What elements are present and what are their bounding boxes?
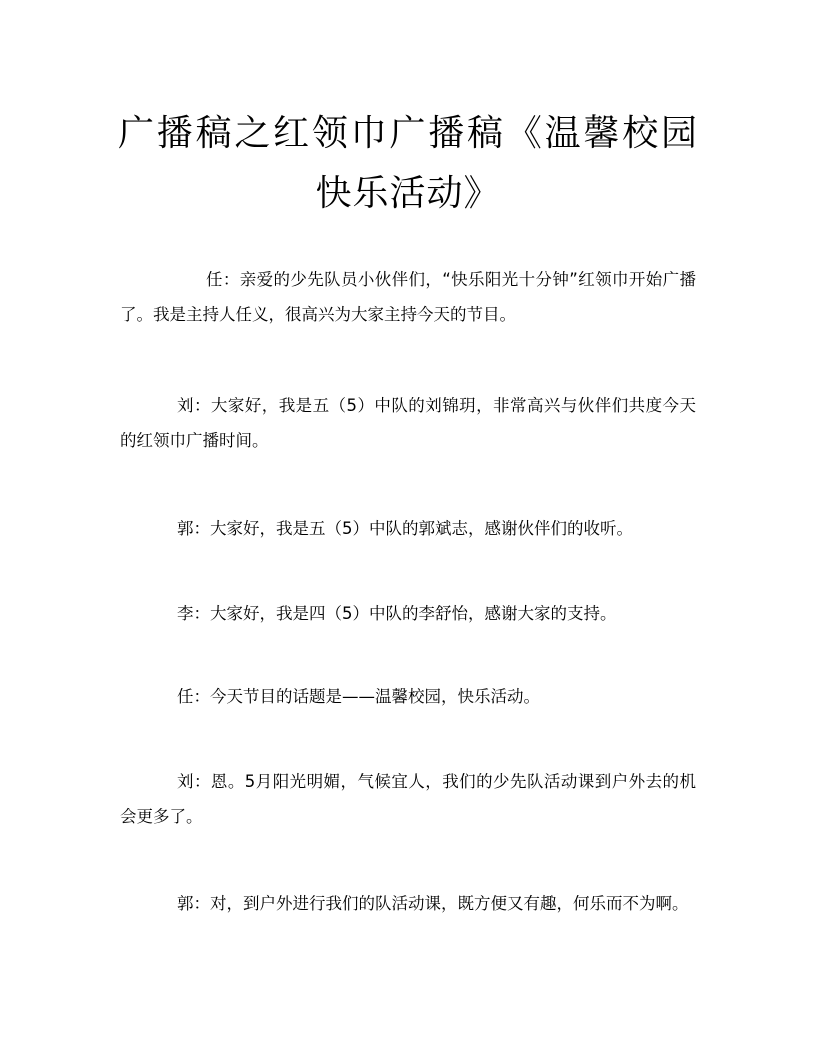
document-title: 广播稿之红领巾广播稿《温馨校园 快乐活动》 <box>118 113 698 214</box>
paragraph-guo-outdoor: 郭：对，到户外进行我们的队活动课，既方便又有趣，何乐而不为啊。 <box>177 894 689 913</box>
paragraph-host-intro: 任：亲爱的少先队员小伙伴们，“快乐阳光十分钟”红领巾开始广播了。我是主持人任义，很高兴为大家主持今天的节目。 <box>120 270 696 324</box>
paragraph-li-intro: 李：大家好，我是四（5）中队的李舒怡，感谢大家的支持。 <box>177 604 617 623</box>
paragraph-topic: 任：今天节目的话题是——温馨校园，快乐活动。 <box>177 687 540 706</box>
paragraph-liu-outdoor: 刘：恩。5月阳光明媚，气候宜人，我们的少先队活动课到户外去的机会更多了。 <box>120 772 696 826</box>
paragraph-guo-intro: 郭：大家好，我是五（5）中队的郭斌志，感谢伙伴们的收听。 <box>177 519 633 538</box>
paragraph-liu-intro: 刘：大家好，我是五（5）中队的刘锦玥，非常高兴与伙伴们共度今天的红领巾广播时间。 <box>120 396 696 450</box>
